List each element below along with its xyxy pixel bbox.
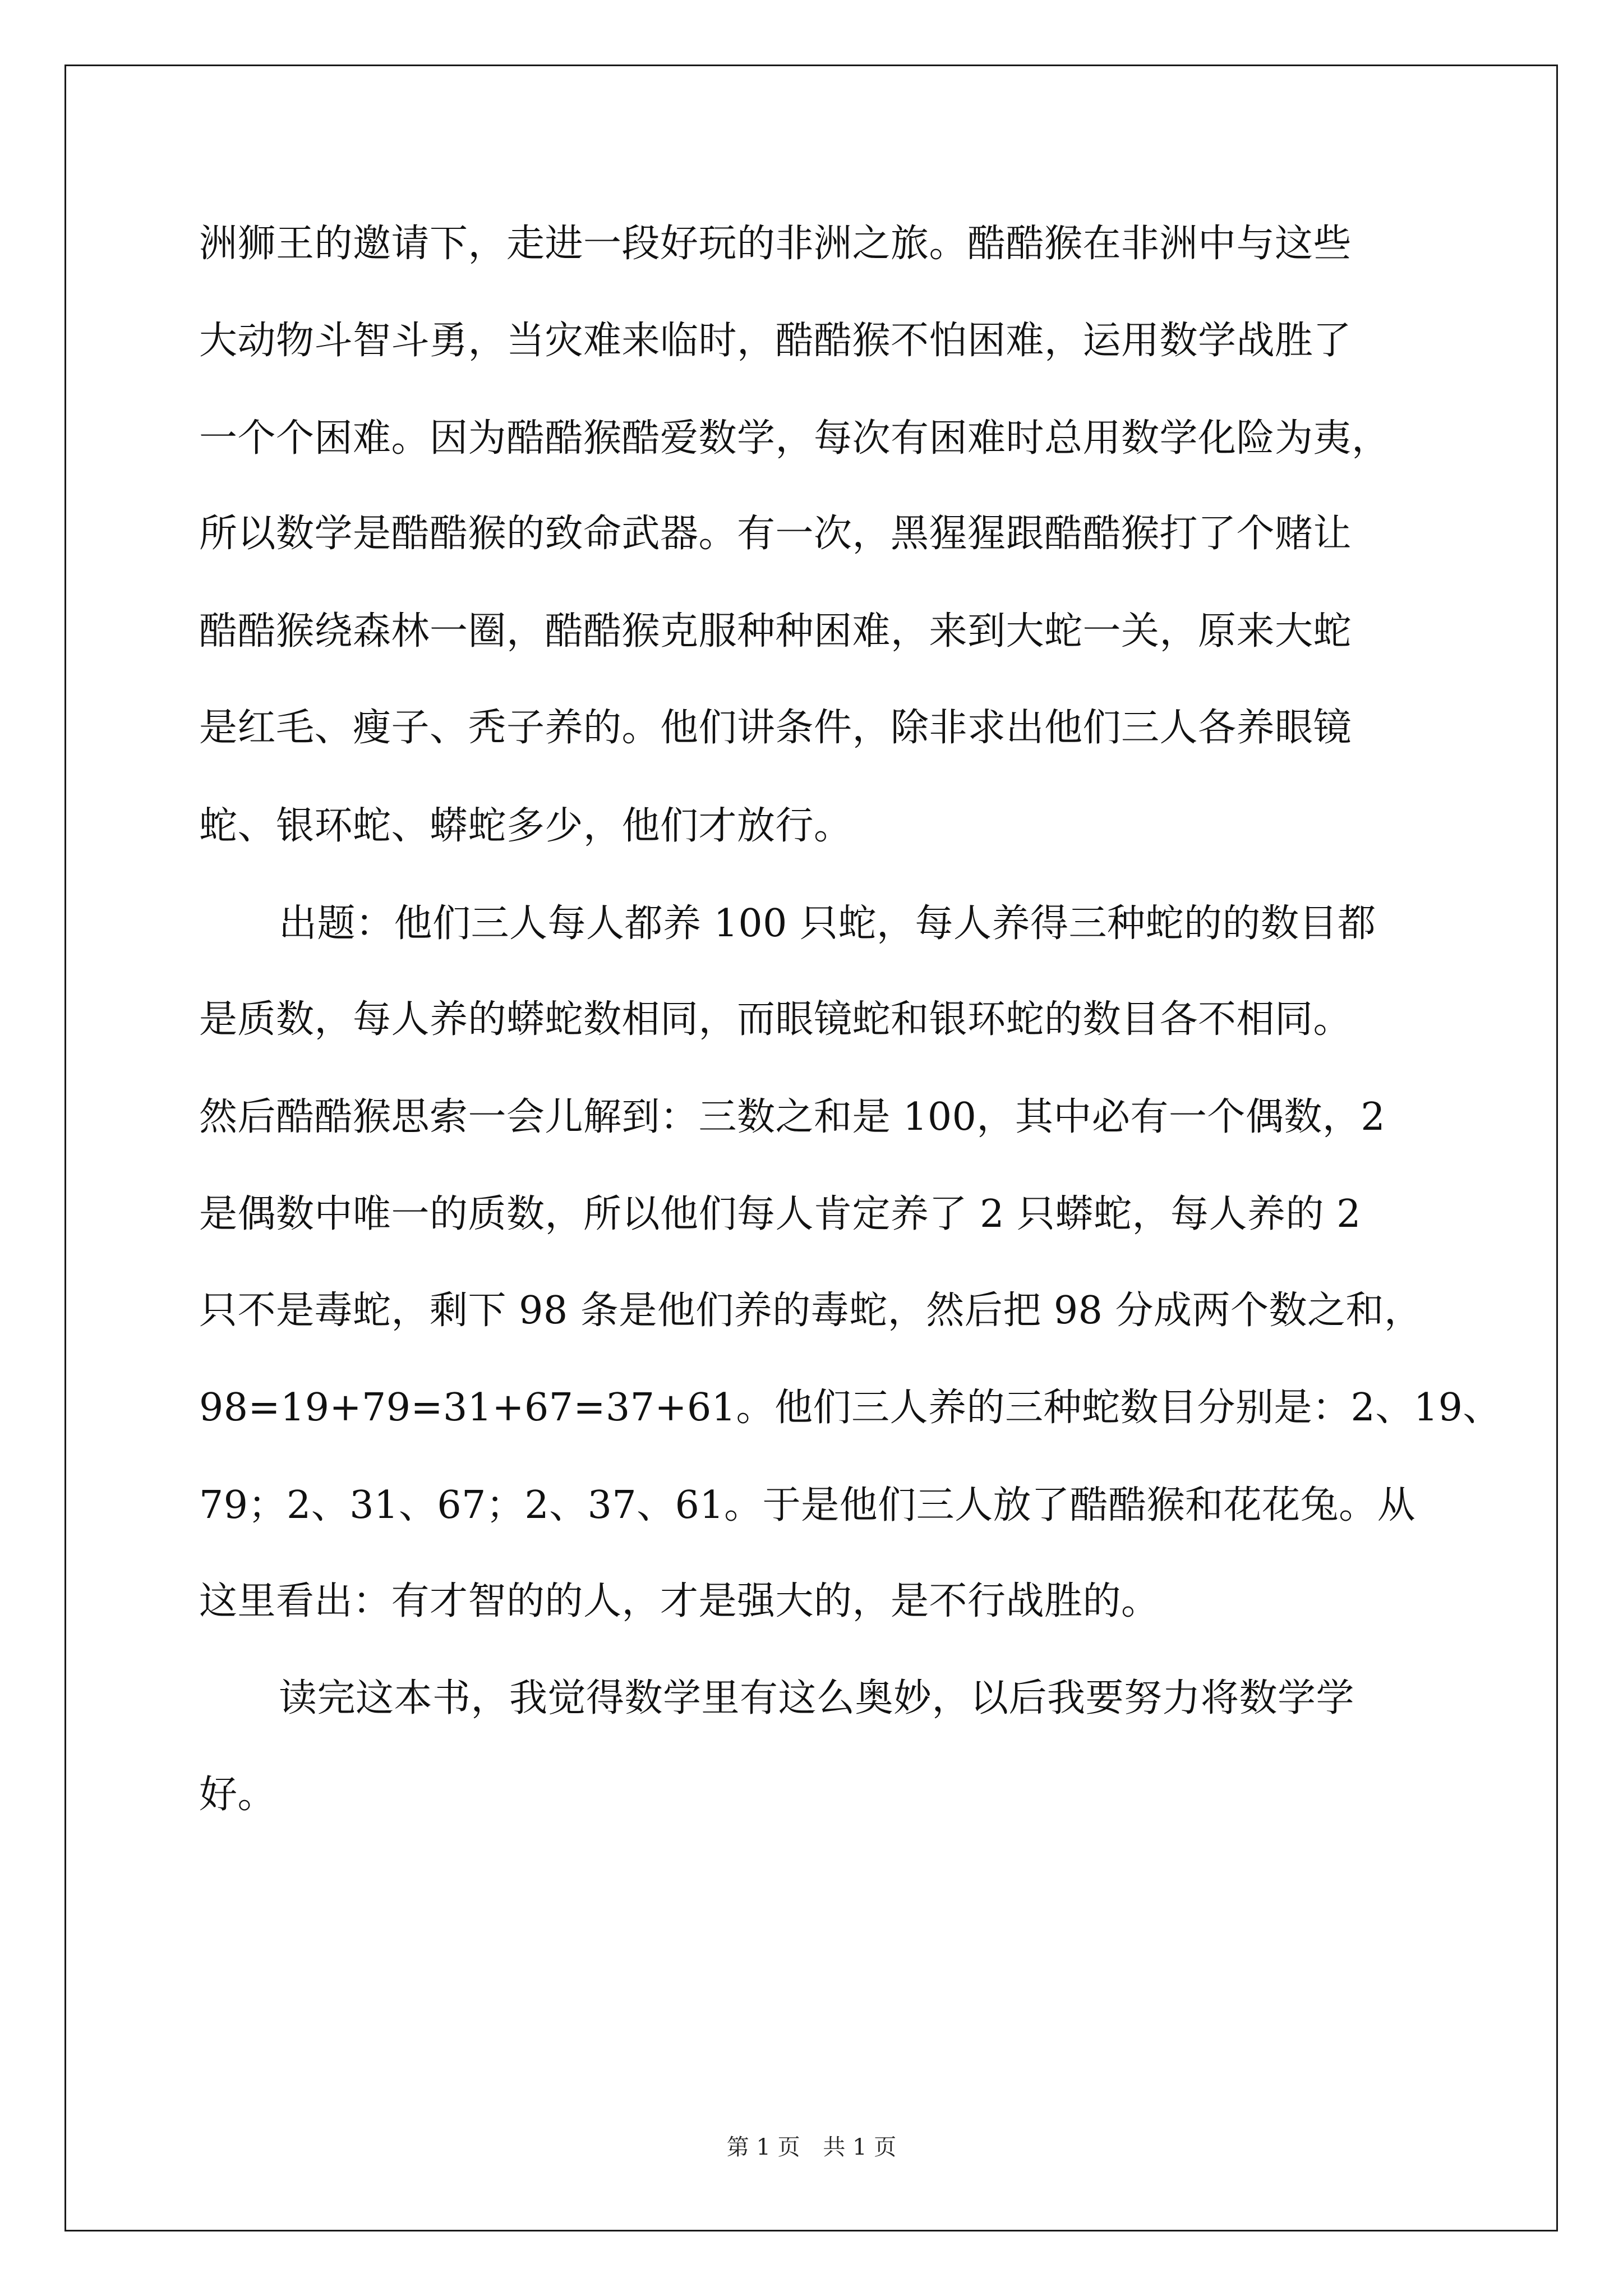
paragraph-start-line: 出题：他们三人每人都养 100 只蛇，每人养得三种蛇的的数目都 — [279, 901, 1376, 946]
paragraph-start-line: 读完这本书，我觉得数学里有这么奥妙，以后我要努力将数学学 — [279, 1676, 1355, 1720]
text-line: 好。 — [199, 1773, 276, 1817]
text-line: 大动物斗智斗勇，当灾难来临时，酷酷猴不怕困难，运用数学战胜了 — [199, 319, 1352, 363]
text-line: 是红毛、瘦子、秃子养的。他们讲条件，除非求出他们三人各养眼镜 — [199, 706, 1352, 750]
text-line: 蛇、银环蛇、蟒蛇多少，他们才放行。 — [199, 804, 852, 848]
page-footer — [0, 2133, 1623, 2161]
text-line: 是质数，每人养的蟒蛇数相同，而眼镜蛇和银环蛇的数目各不相同。 — [199, 997, 1352, 1042]
page-number: 第 1 页 — [726, 2134, 800, 2160]
page-border — [64, 65, 1558, 2231]
text-line: 酷酷猴绕森林一圈，酷酷猴克服种种困难，来到大蛇一关，原来大蛇 — [199, 609, 1352, 654]
text-line: 98=19+79=31+67=37+61。他们三人养的三种蛇数目分别是：2、19、 — [199, 1386, 1501, 1430]
page-total: 共 1 页 — [823, 2134, 897, 2160]
text-line: 一个个困难。因为酷酷猴酷爱数学，每次有困难时总用数学化险为夷， — [199, 416, 1390, 461]
text-line: 这里看出：有才智的的人，才是强大的，是不行战胜的。 — [199, 1579, 1160, 1623]
text-line: 是偶数中唯一的质数，所以他们每人肯定养了 2 只蟒蛇，每人养的 2 — [199, 1192, 1361, 1236]
text-line: 79；2、31、67；2、37、61。于是他们三人放了酷酷猴和花花兔。从 — [199, 1483, 1416, 1527]
text-line: 然后酷酷猴思索一会儿解到：三数之和是 100，其中必有一个偶数，2 — [199, 1095, 1386, 1139]
text-line: 只不是毒蛇，剩下 98 条是他们养的毒蛇，然后把 98 分成两个数之和， — [199, 1289, 1423, 1333]
text-line: 洲狮王的邀请下，走进一段好玩的非洲之旅。酷酷猴在非洲中与这些 — [199, 222, 1352, 266]
text-line: 所以数学是酷酷猴的致命武器。有一次，黑猩猩跟酷酷猴打了个赌让 — [199, 512, 1352, 556]
